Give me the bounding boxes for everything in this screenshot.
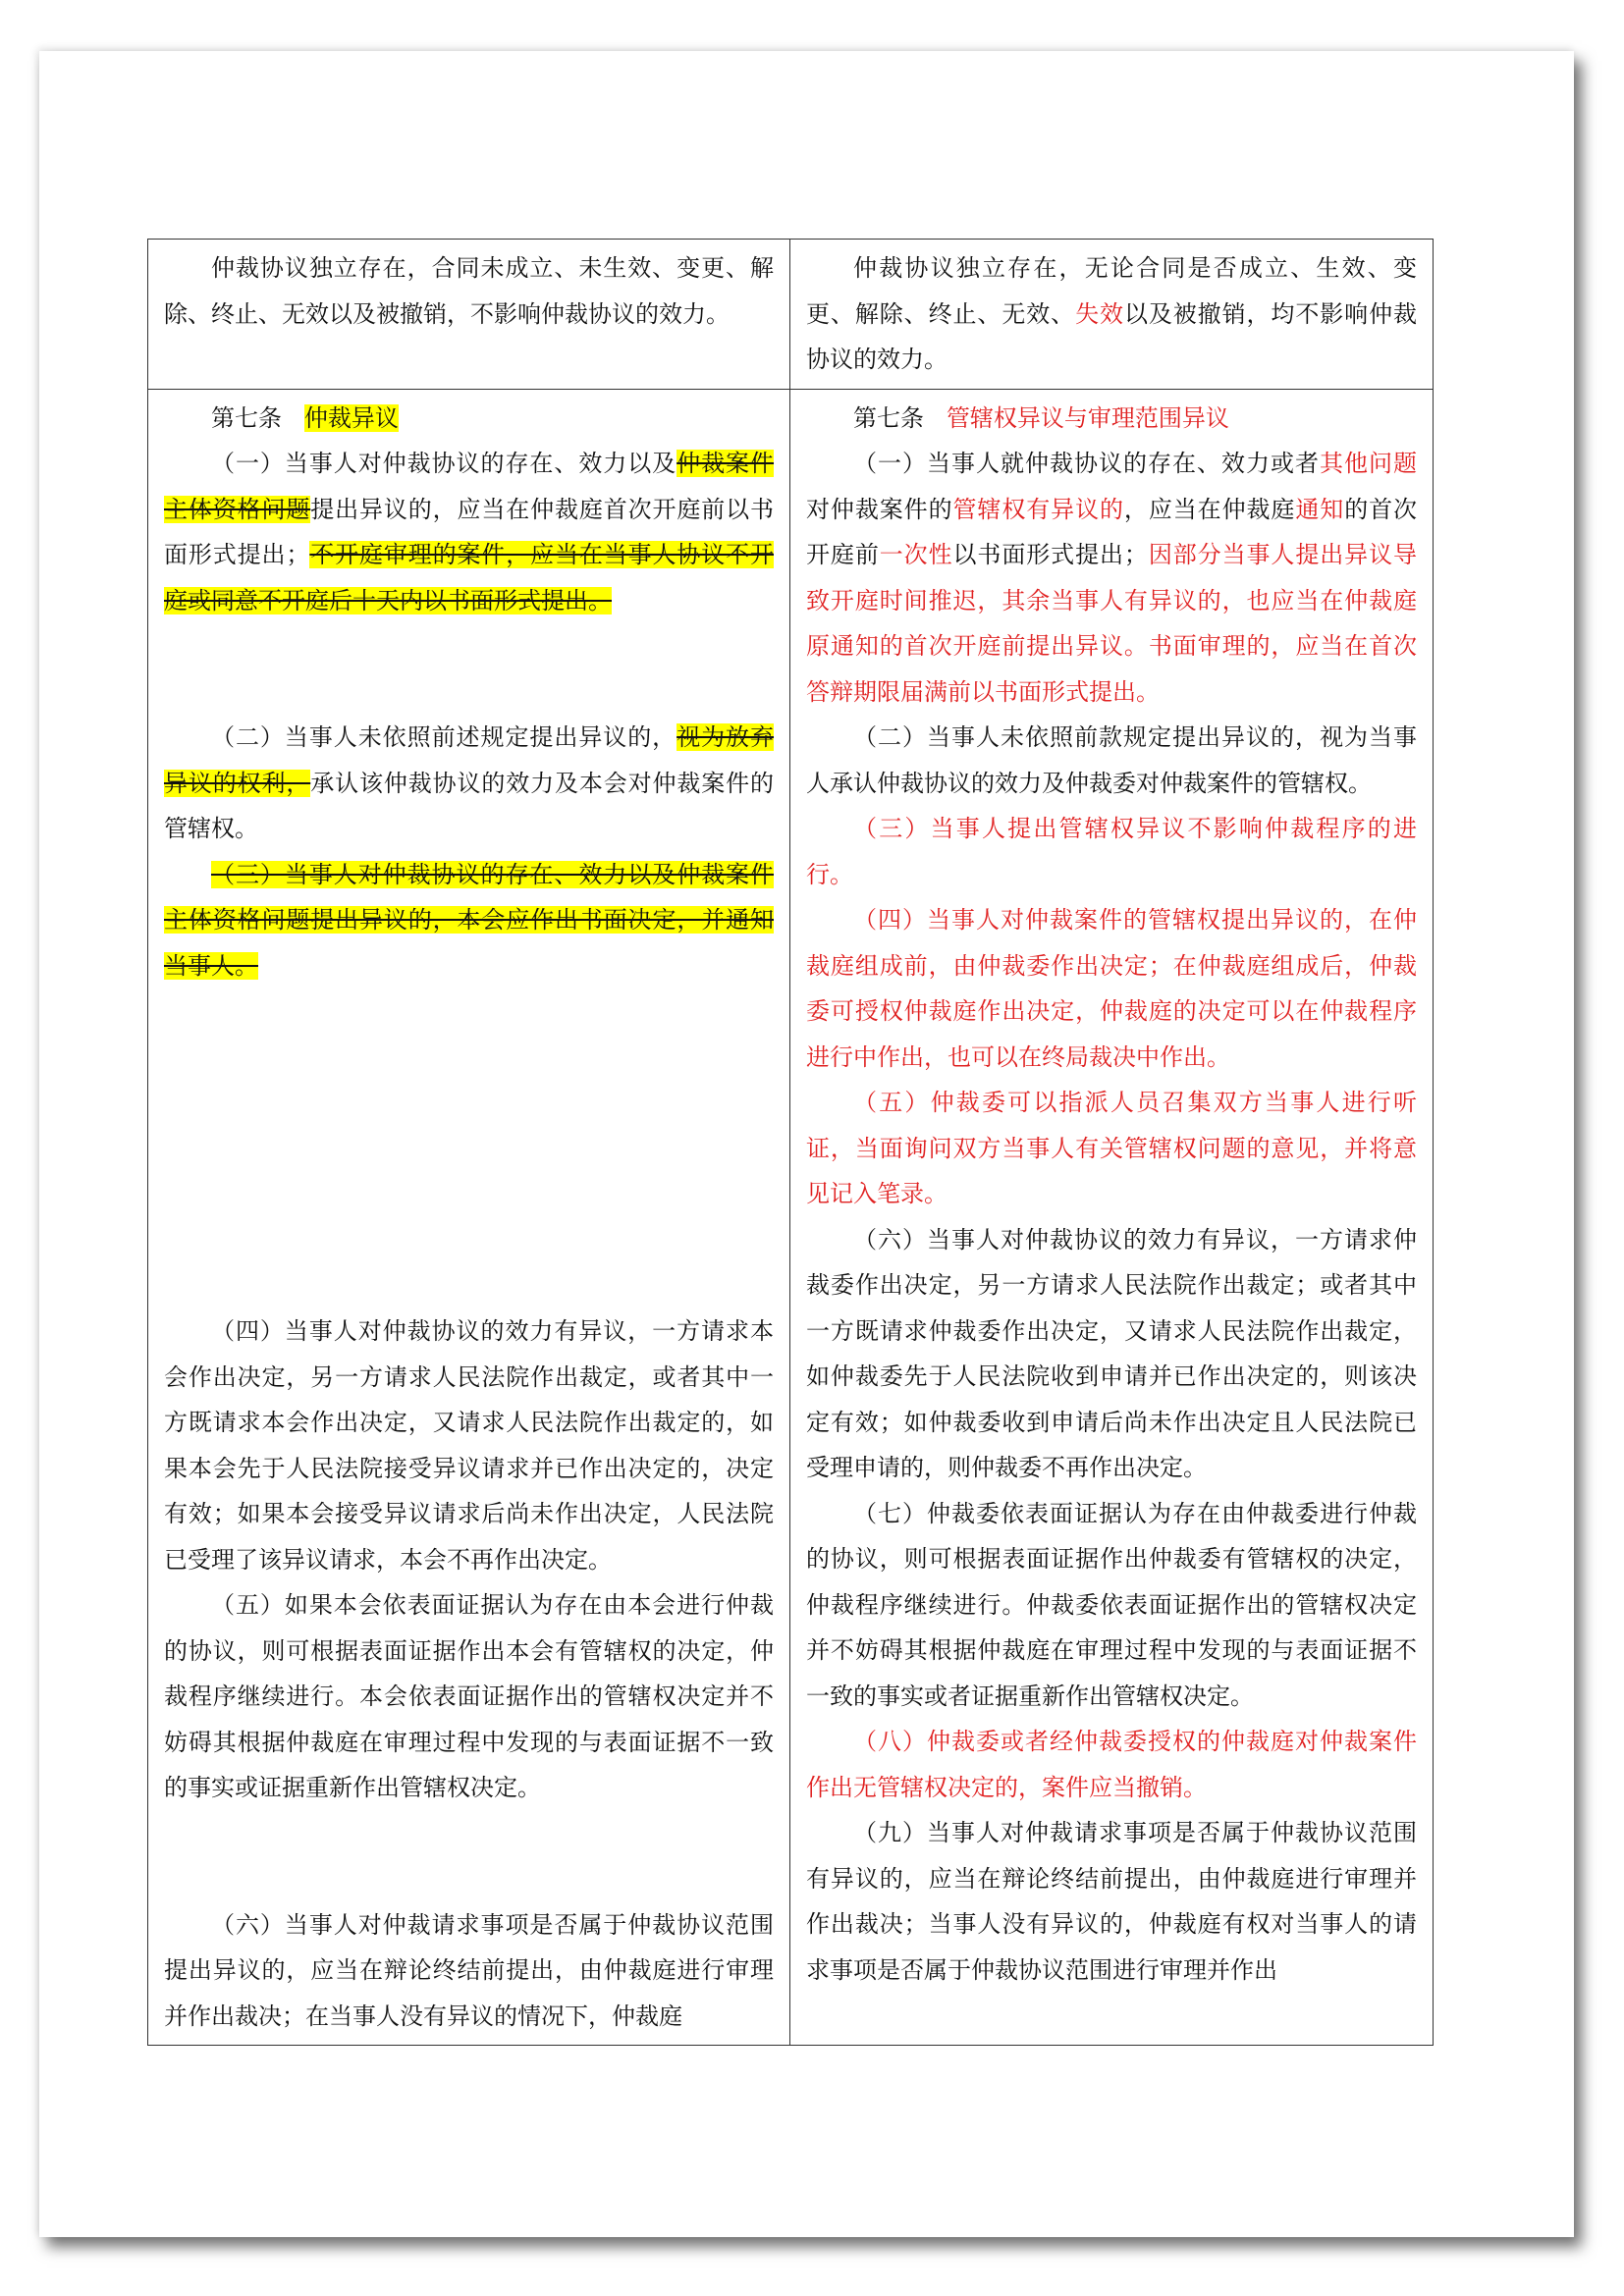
paragraph: 仲裁协议独立存在，无论合同是否成立、生效、变更、解除、终止、无效、失效以及被撤销，均不影响仲裁协议的效力。	[806, 254, 1418, 373]
paragraph: （四）当事人对仲裁协议的效力有异议，一方请求本会作出决定，另一方请求人民法院作出裁定，或者其中一方既请求本会作出决定，又请求人民法院作出裁定的，如果本会先于人民法院接受异议请求并已作出决定的，决定有效；如果本会接受异议请求后尚未作出决定，人民法院已受理了该异议请求，本会不再作出决定。	[164, 1317, 774, 1574]
paragraph: （六）当事人对仲裁请求事项是否属于仲裁协议范围提出异议的，应当在辩论终结前提出，由仲裁庭进行审理并作出裁决；在当事人没有异议的情况下，仲裁庭	[164, 1910, 774, 2030]
paragraph: （二）当事人未依照前款规定提出异议的，视为当事人承认仲裁协议的效力及仲裁委对仲裁案件的管辖权。	[806, 723, 1417, 797]
paragraph: 仲裁协议独立存在，合同未成立、未生效、变更、解除、终止、无效以及被撤销，不影响仲裁协议的效力。	[164, 254, 774, 328]
paragraph: （五）仲裁委可以指派人员召集双方当事人进行听证，当面询问双方当事人有关管辖权问题的意见，并将意见记入笔录。	[806, 1089, 1417, 1207]
paragraph: （三）当事人对仲裁协议的存在、效力以及仲裁案件主体资格问题提出异议的，本会应作出书面决定，并通知当事人。	[164, 860, 774, 980]
paragraph: （二）当事人未依照前述规定提出异议的，视为放弃异议的权利，承认该仲裁协议的效力及本会对仲裁案件的管辖权。	[164, 723, 775, 842]
article-title: 第七条 仲裁异议	[211, 403, 399, 432]
document-page	[39, 51, 1574, 2237]
paragraph: （六）当事人对仲裁协议的效力有异议，一方请求仲裁委作出决定，另一方请求人民法院作出裁定；或者其中一方既请求仲裁委作出决定，又请求人民法院作出裁定，如仲裁委先于人民法院收到申请并已作出决定的，则该决定有效；如仲裁委收到申请后尚未作出决定且人民法院已受理申请的，则仲裁委不再作出决定。	[806, 1225, 1417, 1481]
paragraph: （七）仲裁委依表面证据认为存在由仲裁委进行仲裁的协议，则可根据表面证据作出仲裁委有管辖权的决定，仲裁程序继续进行。仲裁委依表面证据作出的管辖权决定并不妨碍其根据仲裁庭在审理过程中发现的与表面证据不一致的事实或者证据重新作出管辖权决定。	[806, 1499, 1417, 1710]
paragraph: （一）当事人对仲裁协议的存在、效力以及仲裁案件主体资格问题提出异议的，应当在仲裁庭首次开庭前以书面形式提出；不开庭审理的案件，应当在当事人协议不开庭或同意不开庭后十天内以书面形式提出。	[164, 450, 775, 614]
paragraph: （一）当事人就仲裁协议的存在、效力或者其他问题对仲裁案件的管辖权有异议的，应当在仲裁庭通知的首次开庭前一次性以书面形式提出；因部分当事人提出异议导致开庭时间推迟，其余当事人有异议的，也应当在仲裁庭原通知的首次开庭前提出异议。书面审理的，应当在首次答辩期限届满前以书面形式提出。	[806, 450, 1418, 706]
paragraph: （四）当事人对仲裁案件的管辖权提出异议的，在仲裁庭组成前，由仲裁委作出决定；在仲裁庭组成后，仲裁委可授权仲裁庭作出决定，仲裁庭的决定可以在仲裁程序进行中作出，也可以在终局裁决中作出。	[806, 906, 1417, 1071]
left-cell	[148, 240, 790, 390]
article-title: 第七条 管辖权异议与审理范围异议	[853, 403, 1229, 432]
paragraph: （八）仲裁委或者经仲裁委授权的仲裁庭对仲裁案件作出无管辖权决定的，案件应当撤销。	[806, 1728, 1417, 1801]
left-cell	[148, 389, 790, 2046]
table-row	[148, 389, 1434, 2046]
table-row	[148, 240, 1434, 390]
paragraph: （九）当事人对仲裁请求事项是否属于仲裁协议范围有异议的，应当在辩论终结前提出，由仲裁庭进行审理并作出裁决；当事人没有异议的，仲裁庭有权对当事人的请求事项是否属于仲裁协议范围进行审理并作出	[806, 1819, 1417, 1984]
comparison-table	[147, 239, 1434, 2046]
right-cell	[790, 240, 1434, 390]
right-cell	[790, 389, 1434, 2046]
paragraph: （三）当事人提出管辖权异议不影响仲裁程序的进行。	[806, 815, 1417, 888]
paragraph: （五）如果本会依表面证据认为存在由本会进行仲裁的协议，则可根据表面证据作出本会有管辖权的决定，仲裁程序继续进行。本会依表面证据作出的管辖权决定并不妨碍其根据仲裁庭在审理过程中发现的与表面证据不一致的事实或证据重新作出管辖权决定。	[164, 1591, 774, 1801]
